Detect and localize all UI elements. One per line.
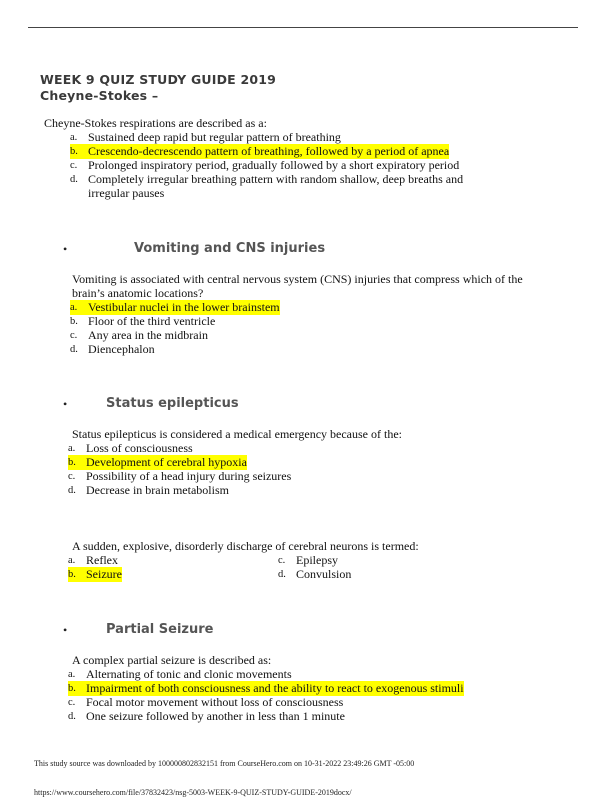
q2-question: Vomiting is associated with central nervous system (CNS) injuries that compress which of the brain’s anatomic locations? <box>72 272 523 301</box>
option-letter: b. <box>68 455 86 470</box>
option-letter: c. <box>70 160 78 171</box>
bullet-marker: • <box>63 623 68 637</box>
q3-option-c <box>68 469 291 484</box>
q1-option-b <box>70 144 449 159</box>
option-letter: b. <box>68 681 86 696</box>
option-text: Loss of consciousness <box>86 441 193 455</box>
option-text-answer: Impairment of both consciousness and the ability to react to exogenous stimuli <box>86 681 464 695</box>
bullet-marker: • <box>63 397 68 411</box>
q3-option-a <box>68 441 193 456</box>
q4-option-c <box>278 553 338 568</box>
q1-option-d <box>70 172 490 200</box>
q1-option-c <box>70 158 459 173</box>
option-text: Reflex <box>86 553 118 567</box>
section-heading-partial-seizure: Partial Seizure <box>106 622 214 637</box>
q2-option-b <box>70 314 215 329</box>
q1-option-a <box>70 130 341 145</box>
option-text-answer: Vestibular nuclei in the lower brainstem <box>88 300 280 314</box>
option-letter: c. <box>278 555 286 566</box>
option-letter: a. <box>70 132 78 143</box>
option-text-answer: Seizure <box>86 567 122 581</box>
top-divider <box>28 27 578 28</box>
title-line-2: Cheyne-Stokes – <box>40 88 159 103</box>
option-text: Alternating of tonic and clonic movements <box>86 667 292 681</box>
q5-option-b <box>68 681 464 696</box>
option-text: Floor of the third ventricle <box>88 314 216 328</box>
q5-option-c <box>68 695 343 710</box>
option-text: Decrease in brain metabolism <box>86 483 229 497</box>
q5-option-a <box>68 667 292 682</box>
option-letter: b. <box>68 567 86 582</box>
option-letter: d. <box>278 569 286 580</box>
q1-question: Cheyne-Stokes respirations are described as a: <box>44 116 267 130</box>
option-letter: c. <box>68 697 76 708</box>
section-heading-status-epilepticus: Status epilepticus <box>106 396 239 411</box>
option-text: Possibility of a head injury during seizures <box>86 469 292 483</box>
option-text: Convulsion <box>296 567 352 581</box>
option-text: Focal motor movement without loss of consciousness <box>86 695 344 709</box>
q3-question: Status epilepticus is considered a medical emergency because of the: <box>72 427 402 441</box>
option-letter: c. <box>70 330 78 341</box>
source-url-link[interactable]: https://www.coursehero.com/file/37832423/nsg-5003-WEEK-9-QUIZ-STUDY-GUIDE-2019docx/ <box>34 788 352 797</box>
option-letter: d. <box>68 485 76 496</box>
option-text-answer: Crescendo-decrescendo pattern of breathing, followed by a period of apnea <box>88 144 450 158</box>
section-heading-vomiting: Vomiting and CNS injuries <box>134 241 326 256</box>
option-letter: a. <box>68 669 76 680</box>
option-letter: d. <box>70 344 78 355</box>
download-notice: This study source was downloaded by 100000802832151 from CourseHero.com on 10-31-2022 23:49:26 GMT -05:00 <box>34 759 415 768</box>
document-title <box>40 72 276 104</box>
q4-option-b <box>68 567 122 582</box>
q4-question: A sudden, explosive, disorderly discharge of cerebral neurons is termed: <box>72 539 419 553</box>
option-letter: c. <box>68 471 76 482</box>
option-text-answer: Development of cerebral hypoxia <box>86 455 247 469</box>
option-letter: d. <box>70 174 78 185</box>
option-text: Diencephalon <box>88 342 155 356</box>
q3-option-b <box>68 455 247 470</box>
option-letter: a. <box>70 300 88 315</box>
q4-option-a <box>68 553 118 568</box>
q3-option-d <box>68 483 229 498</box>
option-text: Epilepsy <box>296 553 338 567</box>
option-letter: b. <box>70 144 88 159</box>
option-letter: a. <box>68 555 76 566</box>
option-letter: b. <box>70 316 78 327</box>
option-text: Completely irregular breathing pattern with random shallow, deep breaths and irregular pauses <box>88 172 464 201</box>
option-text: Any area in the midbrain <box>88 328 208 342</box>
q4-option-d <box>278 567 351 582</box>
option-letter: d. <box>68 711 76 722</box>
q2-option-d <box>70 342 155 357</box>
q2-option-a <box>70 300 280 315</box>
title-line-1: WEEK 9 QUIZ STUDY GUIDE 2019 <box>40 72 277 87</box>
option-text: Prolonged inspiratory period, gradually followed by a short expiratory period <box>88 158 460 172</box>
q5-option-d <box>68 709 345 724</box>
option-text: Sustained deep rapid but regular pattern of breathing <box>88 130 341 144</box>
q2-option-c <box>70 328 208 343</box>
bullet-marker: • <box>63 242 68 256</box>
option-text: One seizure followed by another in less than 1 minute <box>86 709 345 723</box>
option-letter: a. <box>68 443 76 454</box>
q5-question: A complex partial seizure is described as: <box>72 653 272 667</box>
